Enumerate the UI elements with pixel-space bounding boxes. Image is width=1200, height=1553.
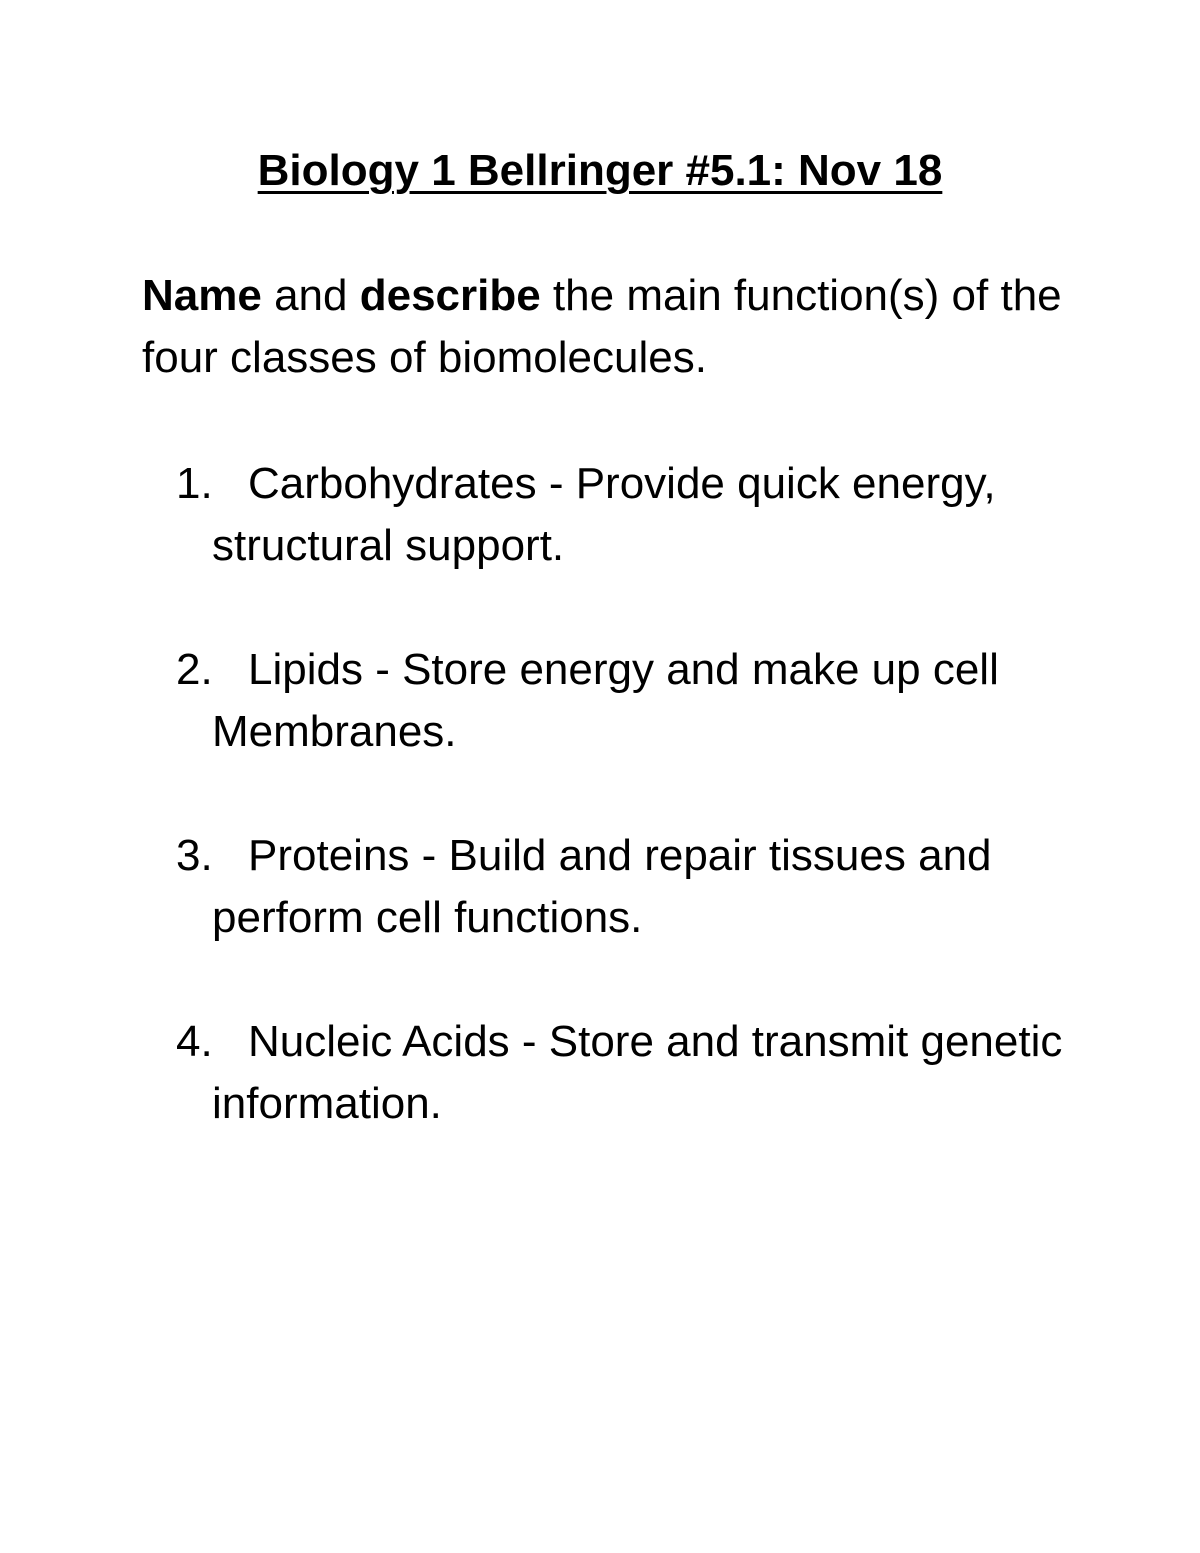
- list-item-number: 4.: [176, 1017, 213, 1066]
- page-title: Biology 1 Bellringer #5.1: Nov 18: [257, 146, 943, 195]
- list-item: [0, 453, 1200, 577]
- list-item-text: Proteins - Build and repair tissues and perform cell functions.: [212, 831, 992, 942]
- prompt-text-rest: the main function(s) of the four classes of biomolecules.: [142, 271, 1062, 382]
- list-item-number: 3.: [176, 831, 213, 880]
- list-item-text: Nucleic Acids - Store and transmit genetic information.: [212, 1017, 1063, 1128]
- list-item: [0, 1011, 1200, 1135]
- list-item: [0, 825, 1200, 949]
- list-item-text: Carbohydrates - Provide quick energy, structural support.: [212, 459, 996, 570]
- answer-list: [0, 453, 1200, 1197]
- prompt-bold-name: Name: [142, 271, 262, 320]
- list-item: [0, 639, 1200, 763]
- prompt-text-and: and: [261, 271, 360, 320]
- list-item-text: Lipids - Store energy and make up cell Membranes.: [212, 645, 999, 756]
- question-prompt: [142, 265, 1082, 389]
- prompt-bold-describe: describe: [359, 271, 541, 320]
- list-item-number: 1.: [176, 459, 213, 508]
- list-item-number: 2.: [176, 645, 213, 694]
